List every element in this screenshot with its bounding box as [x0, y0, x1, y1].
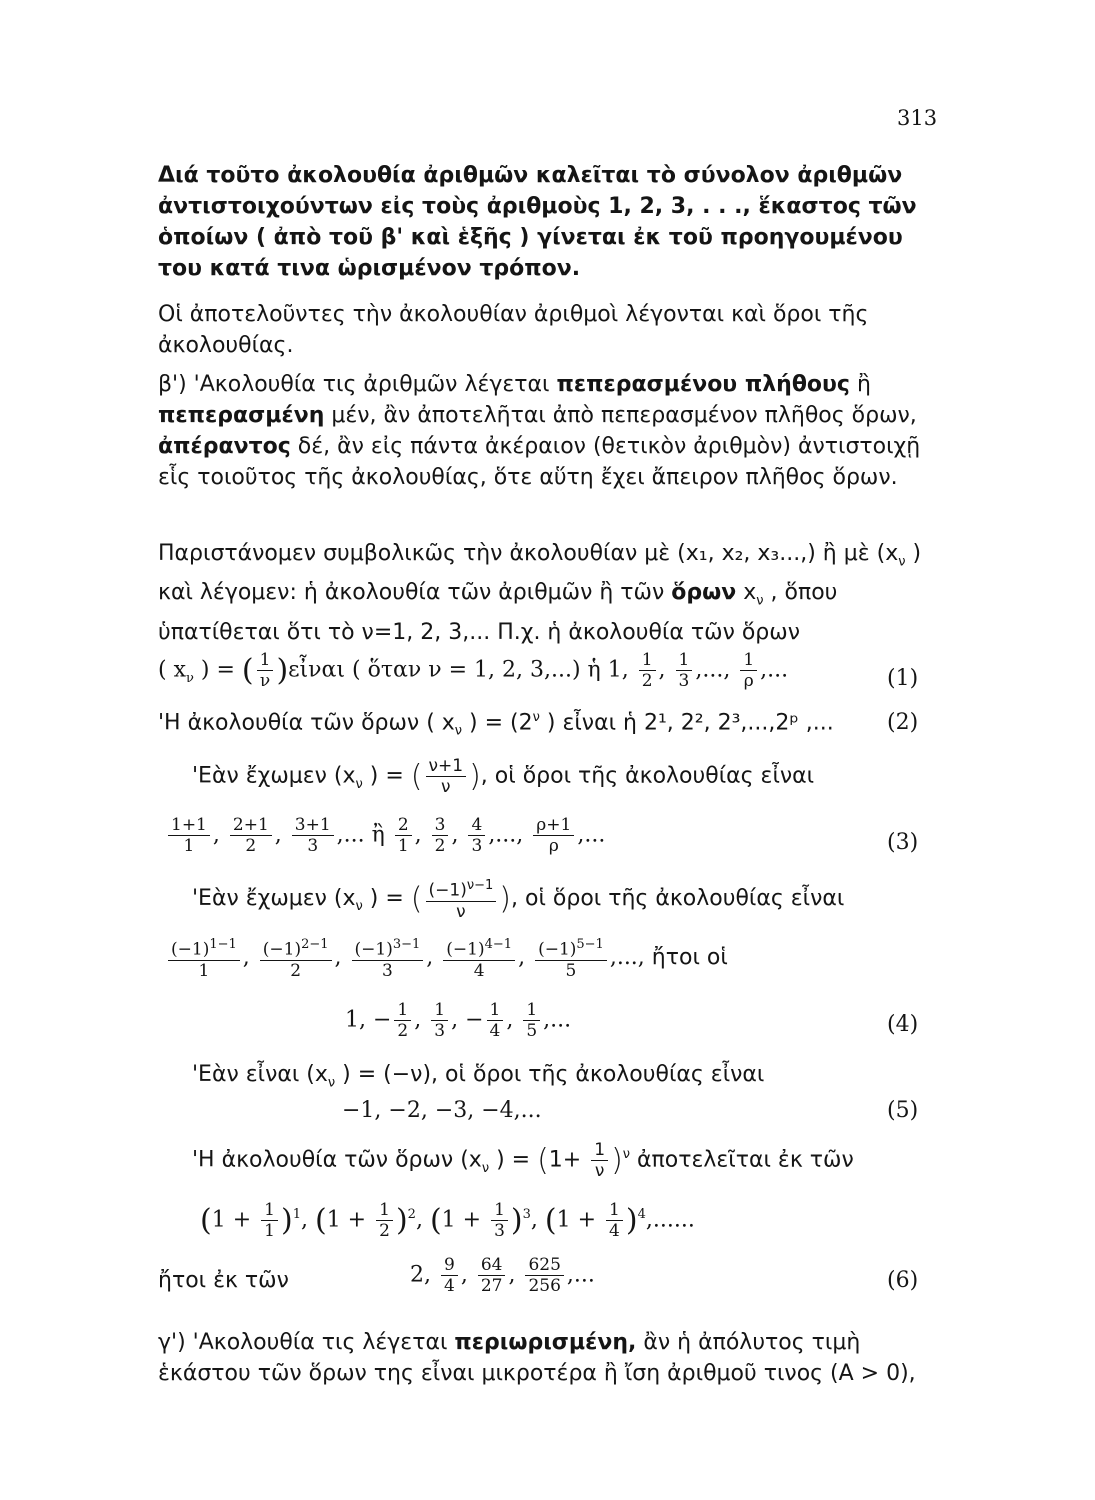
beta-paragraph: β') 'Ακολουθία τις ἀριθμῶν λέγεται πεπερασμένου πλήθους ἢ πεπερασμένη μέν, ἂν ἀποτελῆται ἀπὸ πεπερασμένον πλῆθος ὅρων, ἀπέραντος δέ, ἂν εἰς πάντα ἀκέραιον (θετικὸν ἀριθμὸν) ἀντιστοιχῇ εἷς τοιοῦτος τῆς ἀκολουθίας, ὅτε αὕτη ἔχει ἄπειρον πλῆθος ὅρων.: [158, 372, 921, 490]
term-finite: πεπερασμένου πλήθους: [556, 372, 850, 397]
term-infinite: ἀπέραντος: [158, 434, 291, 459]
equation-1: ( $x_\nu$ ) = ( $\frac{1}{\nu}$ )εἶναι ( ὅταν ν = 1, 2, 3,...) ἡ 1, $\frac{1}{2}$ , $\frac{1}{3}$ ,..., $\frac{1}{\rho}$ ,...: [158, 650, 789, 691]
equation-6-intro: 'Η ἀκολουθία τῶν ὅρων ($x_\nu$ ) = (1+ $\frac{1}{\nu}$ )$^\nu$ ἀποτελεῖται ἐκ τῶν: [192, 1140, 854, 1181]
intro-definition: Διά τοῦτο ἀκολουθία ἀριθμῶν καλεῖται τὸ σύνολον ἀριθμῶν ἀντιστοιχούντων εἰς τοὺς ἀριθμοὺς 1, 2, 3, . . ., ἕκαστος τῶν ὁποίων ( ἀπὸ τοῦ β' καὶ ἑξῆς ) γίνεται ἐκ τοῦ προηγουμένου του κατά τινα ὡρισμένον τρόπον.: [158, 163, 917, 281]
equation-number-6: (6): [887, 1268, 919, 1293]
equation-3-intro: 'Εὰν ἔχωμεν ($x_\nu$ ) = ( $\frac{\nu+1}{\nu}$ ), οἱ ὅροι τῆς ἀκολουθίας εἶναι: [192, 756, 815, 797]
page-number: 313: [897, 106, 938, 130]
equation-5-intro: 'Εὰν εἶναι ($x_\nu$ ) = (−ν), οἱ ὅροι τῆς ἀκολουθίας εἶναι: [192, 1062, 765, 1091]
equation-6-hitoi: ἤτοι ἐκ τῶν: [158, 1268, 289, 1293]
term-finite-short: πεπερασμένη: [158, 403, 325, 428]
gamma-paragraph: γ') 'Ακολουθία τις λέγεται περιωρισμένη, ἂν ἡ ἀπόλυτος τιμὴ ἑκάστου τῶν ὅρων της εἶναι μικροτέρα ἢ ἴση ἀριθμοῦ τινος (A > 0),: [158, 1330, 916, 1386]
equation-number-5: (5): [887, 1098, 919, 1123]
symbolic-paragraph: Παριστάνομεν συμβολικῶς τὴν ἀκολουθίαν μὲ (x₁, x₂, x₃...,) ἢ μὲ ($x_\nu$ ) καὶ λέγομεν: ἡ ἀκολουθία τῶν ἀριθμῶν ἢ τῶν ὅρων $x_\nu$ , ὅπου ὑπατίθεται ὅτι τὸ ν=1, 2, 3,... Π.χ. ἡ ἀκολουθία τῶν ὅρων: [158, 541, 922, 645]
intro-terms: Οἱ ἀποτελοῦντες τὴν ἀκολουθίαν ἀριθμοὶ λέγονται καὶ ὅροι τῆς ἀκολουθίας.: [158, 302, 869, 358]
equation-4-intro: 'Εὰν ἔχωμεν ($x_\nu$ ) = ( $\frac{(-1)^{\nu-1}}{\nu}$ ), οἱ ὅροι τῆς ἀκολουθίας εἶναι: [192, 878, 845, 922]
equation-2: 'Η ἀκολουθία τῶν ὅρων ( $x_\nu$ ) = ($2^\nu$ ) εἶναι ἡ 2¹, 2², 2³,...,2ᵖ ,...: [158, 710, 834, 739]
equation-number-3: (3): [887, 830, 919, 855]
equation-number-4: (4): [887, 1012, 919, 1037]
equation-number-2: (2): [887, 710, 919, 735]
equation-6-values: 2, $\frac{9}{4}$ , $\frac{64}{27}$ , $\frac{625}{256}$ ,...: [410, 1255, 595, 1296]
equation-4-simplified: 1, − $\frac{1}{2}$ , $\frac{1}{3}$ , − $\frac{1}{4}$ , $\frac{1}{5}$ ,...: [345, 1000, 572, 1041]
equation-6-expansion: (1 + $\frac{1}{1}$ )$^1$, (1 + $\frac{1}{2}$ )$^2$, (1 + $\frac{1}{3}$ )$^3$, (1 + $\frac{1}{4}$ )$^4$,......: [200, 1200, 695, 1241]
equation-5-values: −1, −2, −3, −4,...: [342, 1098, 542, 1123]
equation-4-values: $\frac{(-1)^{1-1}}{1}$ , $\frac{(-1)^{2-1}}{2}$ , $\frac{(-1)^{3-1}}{3}$ , $\frac{(-1)^{4-1}}{4}$ , $\frac{(-1)^{5-1}}{5}$ ,..., ἤτοι οἱ: [165, 935, 728, 981]
term-bounded: περιωρισμένη,: [454, 1330, 637, 1355]
equation-3-values: $\frac{1+1}{1}$ , $\frac{2+1}{2}$ , $\frac{3+1}{3}$ ,... ἢ $\frac{2}{1}$ , $\frac{3}{2}$ , $\frac{4}{3}$ ,..., $\frac{\rho+1}{\rho}$ ,...: [165, 815, 605, 856]
equation-number-1: (1): [887, 666, 919, 691]
